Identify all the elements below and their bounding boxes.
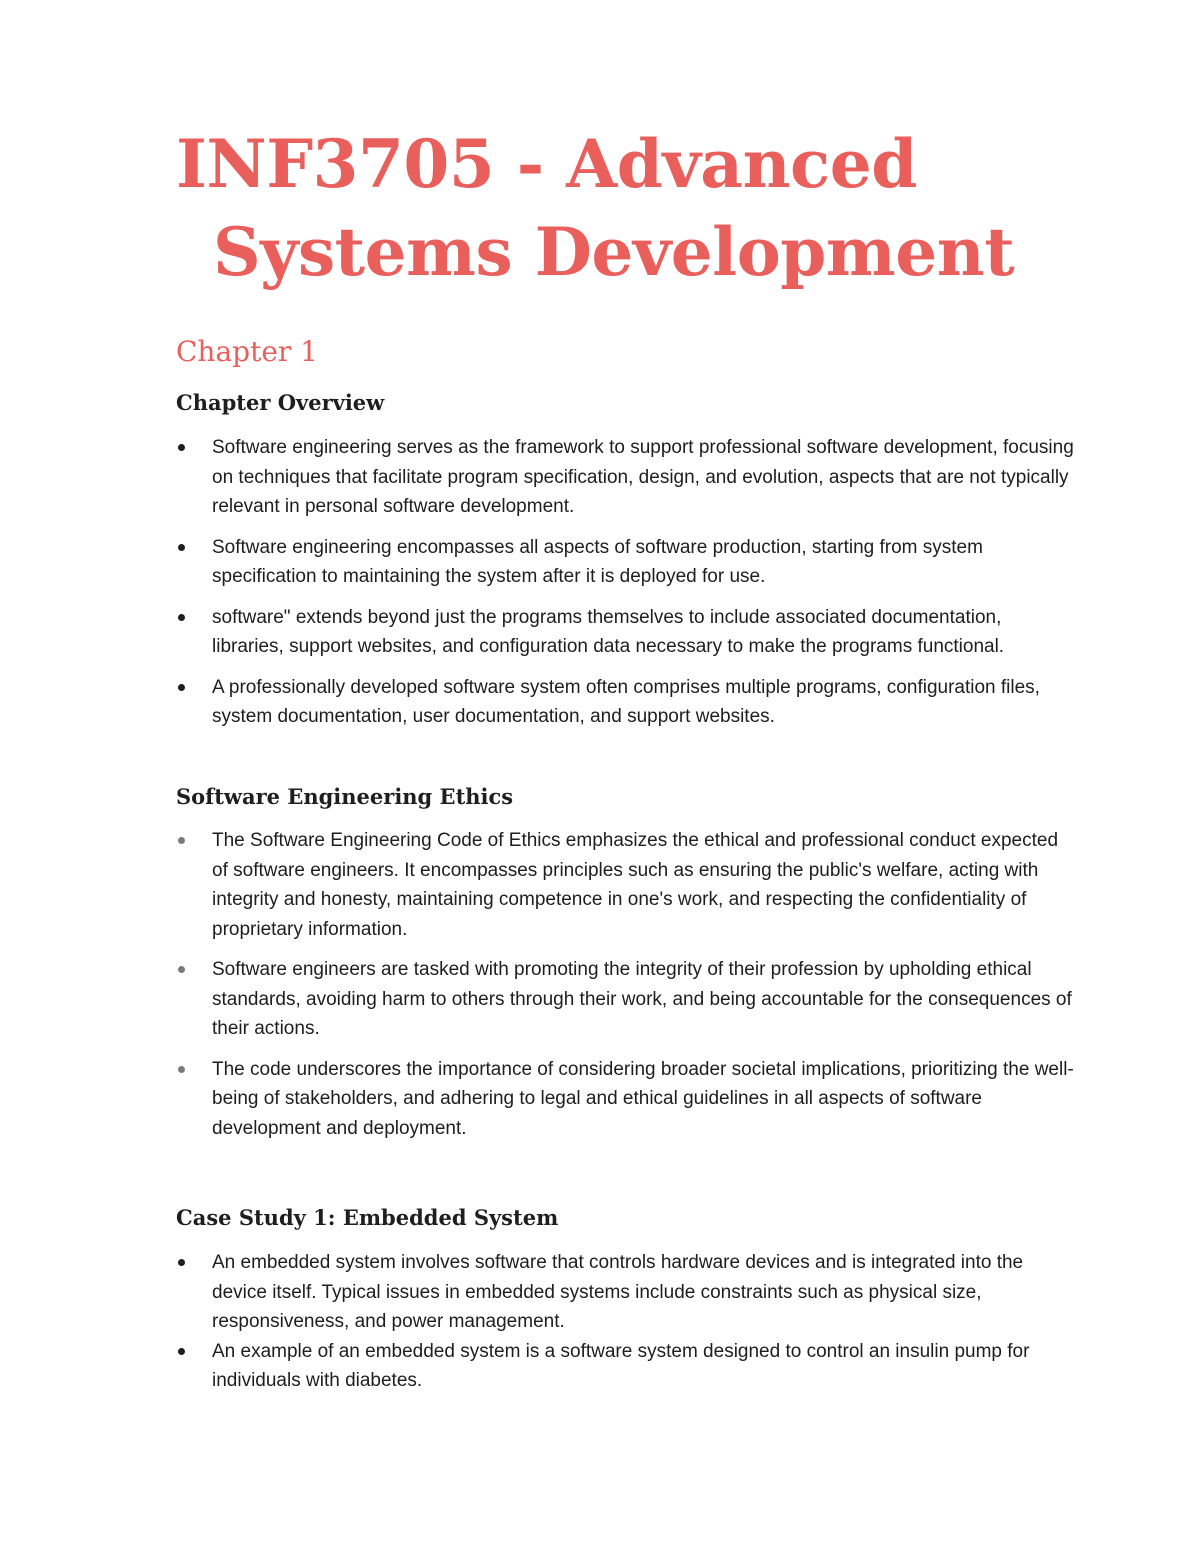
chapter-overview-list bbox=[176, 433, 1076, 732]
ethics-list bbox=[176, 826, 1076, 1143]
list-item-text: An embedded system involves software that controls hardware devices and is integrated into the device itself. Typical issues in embedded systems include constraints such as physical size, responsiveness, and power management. bbox=[212, 1252, 1024, 1332]
list-item-text: software" extends beyond just the programs themselves to include associated documentation, libraries, support websites, and configuration data necessary to make the programs functional. bbox=[212, 606, 1005, 657]
list-item-text: A professionally developed software system often comprises multiple programs, configuration files, system documentation, user documentation, and support websites. bbox=[212, 676, 1040, 727]
section-heading-ethics: Software Engineering Ethics bbox=[176, 784, 514, 809]
list-item bbox=[176, 603, 1076, 662]
bullet-icon bbox=[178, 444, 185, 451]
section-heading-chapter-overview: Chapter Overview bbox=[176, 390, 385, 415]
document-title bbox=[176, 120, 1076, 296]
bullet-icon bbox=[178, 1348, 185, 1355]
list-item bbox=[176, 673, 1076, 732]
list-item bbox=[176, 1055, 1076, 1144]
chapter-heading: Chapter 1 bbox=[176, 335, 318, 368]
list-item bbox=[176, 1248, 1076, 1337]
title-line-2: Systems Development bbox=[213, 213, 1015, 291]
list-item-text: The Software Engineering Code of Ethics emphasizes the ethical and professional conduct expected of software engineers. It encompasses principles such as ensuring the public's welfare, acting with integrity and honesty, maintaining competence in one's work, and respecting the confidentiality of proprietary information. bbox=[212, 830, 1059, 940]
case-study-list bbox=[176, 1248, 1076, 1396]
list-item bbox=[176, 826, 1076, 944]
list-item-text: Software engineering encompasses all aspects of software production, starting from system specification to maintaining the system after it is deployed for use. bbox=[212, 536, 983, 587]
bullet-icon bbox=[178, 684, 185, 691]
list-item-text: Software engineering serves as the framework to support professional software development, focusing on techniques that facilitate program specification, design, and evolution, aspects that are not typically relevant in personal software development. bbox=[212, 437, 1074, 517]
bullet-icon bbox=[178, 1259, 185, 1266]
list-item bbox=[176, 533, 1076, 592]
list-item bbox=[176, 433, 1076, 522]
list-item-text: An example of an embedded system is a software system designed to control an insulin pump for individuals with diabetes. bbox=[212, 1340, 1030, 1391]
bullet-icon bbox=[178, 614, 185, 621]
bullet-icon bbox=[178, 1066, 185, 1073]
list-item-text: The code underscores the importance of considering broader societal implications, prioritizing the well-being of stakeholders, and adhering to legal and ethical guidelines in all aspects of software development and deployment. bbox=[212, 1058, 1074, 1139]
list-item bbox=[176, 955, 1076, 1044]
bullet-icon bbox=[178, 837, 185, 844]
list-item-text: Software engineers are tasked with promoting the integrity of their profession by upholding ethical standards, avoiding harm to others through their work, and being accountable for the consequences of their actions. bbox=[212, 959, 1072, 1039]
bullet-icon bbox=[178, 966, 185, 973]
list-item bbox=[176, 1337, 1076, 1396]
section-heading-case-study: Case Study 1: Embedded System bbox=[176, 1205, 559, 1230]
bullet-icon bbox=[178, 544, 185, 551]
title-line-1: INF3705 - Advanced bbox=[176, 125, 917, 203]
